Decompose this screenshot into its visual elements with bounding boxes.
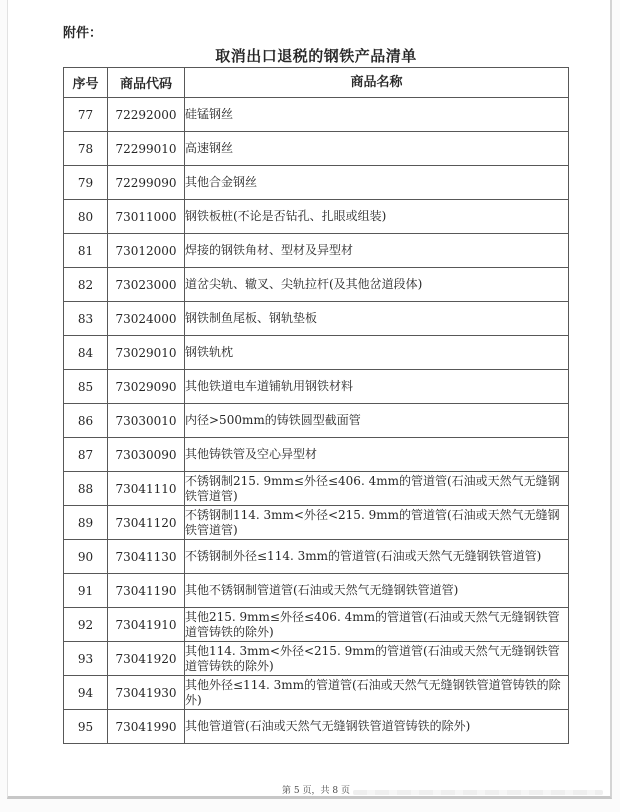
cell-serial-number: 86 [64, 404, 108, 438]
table-row [64, 574, 569, 608]
table-row [64, 268, 569, 302]
document-page [7, 0, 612, 799]
cell-serial-number: 95 [64, 710, 108, 744]
cell-product-code: 72299010 [108, 132, 185, 166]
cell-product-name: 其他合金钢丝 [185, 166, 569, 200]
page-title: 取消出口退税的钢铁产品清单 [215, 47, 417, 65]
cell-serial-number: 92 [64, 608, 108, 642]
cell-product-code: 73041120 [108, 506, 185, 540]
table-row [64, 404, 569, 438]
table-row [64, 608, 569, 642]
table-row [64, 676, 569, 710]
table-row [64, 302, 569, 336]
cell-product-name: 其他114. 3mm<外径<215. 9mm的管道管(石油或天然气无缝钢铁管道管铸铁的除外) [185, 642, 569, 676]
table-row [64, 438, 569, 472]
table-row [64, 132, 569, 166]
cell-serial-number: 81 [64, 234, 108, 268]
cell-product-name: 其他不锈钢制管道管(石油或天然气无缝钢铁管道管) [185, 574, 569, 608]
cell-serial-number: 94 [64, 676, 108, 710]
cell-serial-number: 79 [64, 166, 108, 200]
cell-product-code: 73041130 [108, 540, 185, 574]
cell-serial-number: 85 [64, 370, 108, 404]
cell-product-name: 不锈钢制114. 3mm<外径<215. 9mm的管道管(石油或天然气无缝钢铁管道管) [185, 506, 569, 540]
cell-product-code: 73029090 [108, 370, 185, 404]
table-header-row [64, 68, 569, 98]
cell-serial-number: 77 [64, 98, 108, 132]
table-row [64, 200, 569, 234]
table-row [64, 506, 569, 540]
cell-serial-number: 83 [64, 302, 108, 336]
cell-product-code: 73041190 [108, 574, 185, 608]
cell-product-name: 其他铸铁管及空心异型材 [185, 438, 569, 472]
cell-product-name: 高速钢丝 [185, 132, 569, 166]
column-header-serial: 序号 [64, 68, 108, 98]
cell-product-name: 其他215. 9mm≤外径≤406. 4mm的管道管(石油或天然气无缝钢铁管道管铸铁的除外) [185, 608, 569, 642]
attachment-label: 附件： [63, 26, 103, 41]
table-row [64, 234, 569, 268]
cell-serial-number: 78 [64, 132, 108, 166]
cell-serial-number: 82 [64, 268, 108, 302]
cell-product-code: 73011000 [108, 200, 185, 234]
cell-product-name: 钢铁板桩(不论是否钻孔、扎眼或组装) [185, 200, 569, 234]
cell-product-name: 其他铁道电车道铺轨用钢铁材料 [185, 370, 569, 404]
table-row [64, 710, 569, 744]
cell-product-code: 73030010 [108, 404, 185, 438]
cell-product-name: 其他管道管(石油或天然气无缝钢铁管道管铸铁的除外) [185, 710, 569, 744]
cell-serial-number: 93 [64, 642, 108, 676]
cell-product-code: 73041990 [108, 710, 185, 744]
products-table [63, 67, 569, 744]
cell-serial-number: 80 [64, 200, 108, 234]
table-row [64, 98, 569, 132]
cell-product-code: 73023000 [108, 268, 185, 302]
cell-product-code: 73041920 [108, 642, 185, 676]
cell-product-code: 73030090 [108, 438, 185, 472]
cell-product-code: 73041110 [108, 472, 185, 506]
cell-product-name: 钢铁轨枕 [185, 336, 569, 370]
page-number-footer: 第 5 页，共 8 页 [282, 786, 350, 796]
column-header-product-name: 商品名称 [185, 68, 569, 98]
cell-product-code: 73029010 [108, 336, 185, 370]
cell-product-name: 内径>500mm的铸铁圆型截面管 [185, 404, 569, 438]
cell-product-code: 73012000 [108, 234, 185, 268]
cell-product-name: 硅锰钢丝 [185, 98, 569, 132]
cell-product-code: 73041910 [108, 608, 185, 642]
cell-product-name: 道岔尖轨、辙叉、尖轨拉杆(及其他岔道段体) [185, 268, 569, 302]
cell-product-code: 72299090 [108, 166, 185, 200]
cell-product-code: 72292000 [108, 98, 185, 132]
cell-serial-number: 90 [64, 540, 108, 574]
table-row [64, 472, 569, 506]
table-body [64, 98, 569, 744]
cell-serial-number: 89 [64, 506, 108, 540]
cell-serial-number: 84 [64, 336, 108, 370]
table-row [64, 540, 569, 574]
cell-product-name: 不锈钢制外径≤114. 3mm的管道管(石油或天然气无缝钢铁管道管) [185, 540, 569, 574]
faint-watermark [353, 790, 603, 795]
cell-product-code: 73024000 [108, 302, 185, 336]
cell-product-name: 不锈钢制215. 9mm≤外径≤406. 4mm的管道管(石油或天然气无缝钢铁管道管) [185, 472, 569, 506]
column-header-product-code: 商品代码 [108, 68, 185, 98]
cell-serial-number: 91 [64, 574, 108, 608]
cell-product-name: 钢铁制鱼尾板、钢轨垫板 [185, 302, 569, 336]
cell-serial-number: 87 [64, 438, 108, 472]
cell-serial-number: 88 [64, 472, 108, 506]
table-row [64, 370, 569, 404]
cell-product-name: 焊接的钢铁角材、型材及异型材 [185, 234, 569, 268]
table-row [64, 642, 569, 676]
table-header [64, 68, 569, 98]
cell-product-name: 其他外径≤114. 3mm的管道管(石油或天然气无缝钢铁管道管铸铁的除外) [185, 676, 569, 710]
table-row [64, 166, 569, 200]
table-row [64, 336, 569, 370]
cell-product-code: 73041930 [108, 676, 185, 710]
